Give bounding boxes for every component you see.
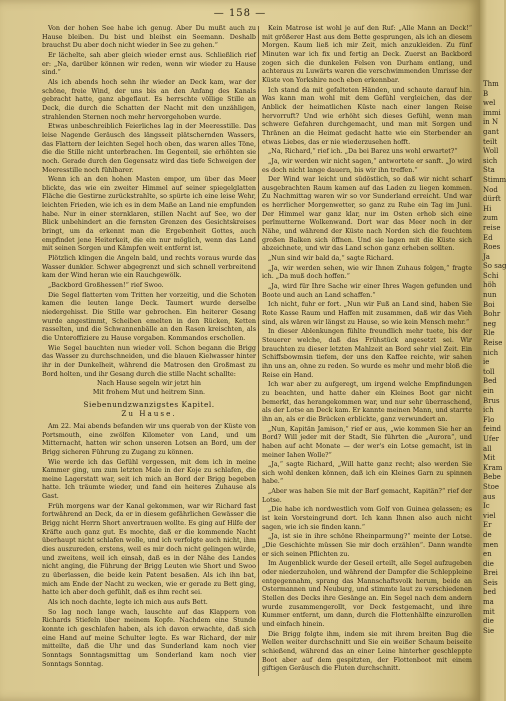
paragraph: Ich stand da mit gefalteten Händen, und schaute darauf hin. Was kann man wohl mit dem Gefühl vergleichen, das der Anblick der heimatlichen Küste nach einer langen Reise hervorruft? Und wie erhöht sich dieses Gefühl, wenn man schwere Gefahren durchgemacht, und man mit Sorgen und Thränen an die Heimat gedacht hatte wie ein Sterbender an etwas Liebes, das er nie wiederzusehen hofft. [262, 85, 472, 146]
fragment-line: Rle [483, 329, 495, 338]
paragraph: Früh morgens war der Kanal gekommen, war wir Richard fast fortwährend an Deck, da er in diesem gefährlichen Gewässer die Brigg nicht Herrn Short anvertrauen wollte. Es ging auf Hilfe der Kräfte auch ganz gut. Es mochte, daß er die kommende Nacht überhaupt nicht schlafen wolle, und ich verfolgte auch nicht, ihm dies auszureden, erstens, weil es mir doch nicht gelingen würde, und zweitens, weil ich einsah, daß es in der Nähe des Landes nicht anging, die Führung der Brigg Leuten wie Short und Swoo zu überlassen, die beide kein Patent besaßen. Als ich ihn bat, mich am Ende der Nacht zu wecken, wie er gerade zu Bett ging, hatte ich aber doch gefühlt, daß es ihm recht sei. [42, 501, 256, 597]
paragraph: Von der hohen See habe ich genug. Aber Du mußt auch zu Hause bleiben. Du bist und bleibst ein Seemann. Deshalb brauchst Du aber doch nicht wieder in See zu gehen.“ [42, 24, 256, 50]
fragment-line: zum [483, 214, 498, 223]
paragraph: In dieser Ablenkungen fühlte freundlich mehr tuete, bis der Steuerer welche, daß das Frühstück angesetzt sei. Wir brauchten zu dieser letzten Mahlzeit an Bord sehr viel Zeit. Ein Schiffsbowmsin tiefem, der uns den Kaffee reichte, wir sahen ihn uns an, ohne zu reden. So wurde es mehr und mehr bloß die Reise ein Hand. [262, 327, 472, 379]
fragment-line: Boi [483, 300, 495, 309]
fragment-line: Reise [483, 339, 503, 348]
left-column [42, 24, 256, 669]
paragraph: Der Wind war leicht und südöstlich, so daß wir nicht scharf ausgebrachten Raum kamen auf das Laden zu liegen kommen. Zu Nachmittag waren wir so vor Sunderland erreicht. Und war es herrlicher Morgenwetter, so ganz zu Ruhe ein Tag im Juni. Der Himmel war ganz klar, nur im Osten erhob sich eine perlmutterne Wolkenwand. Dort war das Meer noch in der Nähe, und während der Küste nach Norden sich die feuchtem großen Balken sich öffnen. Und sie lagen mit die Küste sich abzeichnete, und wir das Land schon ganz erheben sollten. [262, 175, 472, 253]
fragment-line: feind [483, 425, 501, 434]
fragment-line: wel [483, 99, 496, 108]
fragment-line: Seis [483, 578, 498, 587]
fragment-line: ein [483, 387, 494, 395]
paragraph: „Ja,“ sagte Richard, „Will hatte ganz recht; also werden Sie sich wohl denken können, daß ich ein Kleines Garn zu spinnen habe.“ [262, 460, 472, 486]
fragment-line: Bohr [483, 310, 501, 319]
fragment-line: bed [483, 588, 497, 597]
fragment-line: Hi [483, 204, 492, 213]
adjacent-page-edge [480, 0, 504, 701]
chapter-heading: Siebenundzwanzigstes Kapitel. [83, 399, 215, 409]
paragraph: Etwas unbeschreiblich Feierliches lag in der Meeresstille. Das leise Nagende Geräusch des längsseit plätschernden Wassers, das Flattern der leichten Segel hoch oben, das waren alles Töne, die die Stille nicht unterbrachen. Im Gegenteil, sie erhöhten sie noch. Gerade durch den Gegensatz wird das tiefe Schweigen der Meeresstille noch fühlbarer. [42, 122, 256, 174]
paragraph: So lag noch lange wach, lauschte auf das Klappern von Richards Stiefeln über meinem Kopfe. Nachdem eine Stunde konnte ich geschlafen haben, als ich davon erwachte, daß sich eine Hand auf meine Schulter legte. Es war Richard, der mir mitteilte, daß die Uhr und das Sunderland kam noch vier Sonntags Sonntagsmittag um Sonderland kam noch vier Sonntags Sonntag. [42, 607, 256, 668]
fragment-line: de [483, 530, 492, 539]
fragment-line: men [483, 540, 499, 549]
paragraph: Wie Segel bauchten nun wieder voll. Schon begann die Brigg das Wasser zu durchschneiden, und die blauen Kielwasser hinter ihr in der Dunkelheit, während die Matrosen den Großmast zu Bord holten, und ihr Gesang durch die stille Nacht schallte: [42, 343, 256, 378]
fragment-line: Sta [483, 166, 495, 175]
fragment-line: ma [483, 598, 494, 607]
fragment-line: toll [483, 367, 495, 376]
paragraph: Die Brigg folgte ihm, indem sie mit ihrem breiten Bug die Wellen weiter durchschnitt und Sie ein weißer Schaum beiseite schießend, während das an einer Leine hinterher geschleppte Boot aber auf dem gespitzten, der Flottenboot mit einem giftigen Geräusch die Fluten durchschnitt. [262, 629, 472, 673]
paragraph: Kein Matrose ist wohl je auf den Ruf: „Alle Mann an Deck!“ mit größerer Hast aus dem Bette gesprungen, als ich an diesem Morgen. Kaum ließ ich mir Zeit, mich anzukleiden. Zu fünf Minuten war ich fix und fertig an Deck. Zuerst an Backbord zogen sich die dunkelen Felsen von Durham entlang, und achteraus zu Luwärts waren die verschwimmenden Umrisse der Küste von Yorkshire noch eben erkennbar. [262, 24, 472, 84]
paragraph: Ich nicht, fuhr er fort. „Nun wir Fuß an Land sind, haben Sie Rote Kasse Raum und Haffen mit zusammen, daß wir das Vieh sind, als wären wir längst zu Hause, so wie kein Mensch mehr.“ [262, 300, 472, 326]
left-column-text-before-heading [42, 24, 256, 378]
paragraph: „Die habe ich nordwestlich vom Golf von Guinea gelassen; es ist kein Vorsteingrund dort. Ich kann Ihnen also auch nicht sagen, wie ich sie finden kann.“ [262, 505, 472, 531]
paragraph: „Na, Richard,“ rief ich. „Da bei Barez uns wohl erwartet?“ [268, 147, 458, 156]
fragment-line: gant [483, 127, 499, 136]
paragraph: „Nun sind wir bald da,“ sagte Richard. [268, 254, 394, 263]
paragraph: Im Augenblick wurde der Geseil erteilt, alle Segel aufzugeben oder niederzuholen, und während der Dampfer die Schleppleine entgegennahm, sprang das Mannschaftsvolk herum, beide an Ostermannen und Neuburg, und stimmte laut zu verschiedenen Stellen des Decks ihre Gesänge an. Ein Segel nach dem andern wurde zusammengerollt, vor Deck festgemacht, und ihre Kummer entfernt, um dann, durch die Flottenhälfte einzurollen und einfach hinein. [262, 559, 472, 628]
paragraph: Er lächelte, sah aber gleich wieder ernst aus. Schließlich rief er: „Na, darüber können wir reden, wenn wir wieder zu Hause sind.“ [42, 50, 256, 77]
fragment-line: höh [483, 281, 497, 290]
right-column-text [262, 24, 472, 673]
fragment-line: die [483, 617, 494, 626]
verse-line: Mit frohem Mut und heitrem Sinn. [92, 387, 206, 396]
fragment-line: Thm [483, 80, 499, 88]
fragment-line: Bebe [483, 473, 501, 482]
verse-line: Nach Hause segeln wir jetzt hin [96, 379, 202, 388]
paragraph: Die Segel flatterten vom Tritten her vorzeitig, und die Schoten kamen die leuten lange Deck. Taumert wurde derselbe niedergehisst. Die Stille war gebrochen. Ein heiterer Gesang wurde angestimmt, Scheiben emelten in den Rücken, Ketten rasselten, und die Schwannenbälle an den Rasen kreischten, als die Unteroffiziere zu Hause vorgaben. Kommandos erschollen. [42, 290, 256, 342]
fragment-line: So sag [483, 262, 506, 271]
verse [42, 379, 256, 396]
fragment-line: all [483, 444, 492, 453]
fragment-line: ie [483, 358, 490, 367]
fragment-line: ich [483, 406, 494, 415]
paragraph: Plötzlich klingen die Angeln bald, und rechts voraus wurde das Wasser dunkler. Schwer abgegrenzt und sich schnell verbreitend kam der Wind heran wie ein Rauchgewölk. [42, 254, 256, 280]
fragment-line: Ed [483, 233, 493, 242]
fragment-line: Kram [483, 463, 503, 472]
fragment-line: Roes [483, 243, 501, 252]
fragment-line: nich [483, 348, 499, 357]
fragment-line: in N [483, 118, 499, 127]
paragraph: „Aber was haben Sie mit der Barf gemacht, Kapitän?“ rief der Lotse. [262, 487, 472, 504]
fragment-line: nun [483, 291, 497, 300]
fragment-line: Er [483, 521, 492, 530]
paragraph: „Ja, ist sie in ihre schöne Rheinparmung?“ meinte der Lotse. „Die Geschichte müssen Sie mir doch erzählen“. Dann wandte er sich seinen Pflichten zu. [262, 532, 472, 558]
paragraph: „Nun, Kapitän Jamison,“ rief er aus, „wie kommen Sie her an Bord? Will jeder mit der Stadt, Sie führten die „Aurora“, und haben auf acht Monate — der wer's ein Lotse gemacht, ist in meiner Iahen Wolle?“ [262, 424, 472, 459]
fragment-line: Stoe [483, 482, 499, 491]
fragment-line: Sie [483, 626, 495, 635]
fragment-line: Flo [483, 415, 495, 424]
fragment-line: Bed [483, 377, 497, 386]
paragraph: Ich war aber zu aufgeregt, um irgend welche Empfindungen zu beachten, und hatte daher ein Kleines Boot gar nicht bemerkt, das herangekommen war, und nur sehr überraschend, als der Lotse an Deck kam. Er kannte meinen Mann, und starrte ihn an, als er die Brücken erblickte, ganz verwundert an. [262, 380, 472, 423]
fragment-line: immi [483, 108, 501, 117]
fragment-line: dürft [483, 195, 501, 204]
paragraph: „Ja, wird für Ihre Sache wir einer Ihres Wagen gefunden und Boote und auch an Land schaffen.“ [262, 282, 472, 299]
fragment-line: B [483, 89, 489, 98]
fragment-line: Woll [483, 147, 499, 156]
fragment-line: Stimm [483, 175, 506, 184]
fragment-line: mit [483, 607, 495, 616]
paragraph: „Ja, wir werden wir nicht sagen,“ antwortete er sanft. „Jo wird es doch nicht lange dauern, bis wir ihn treffen.“ [262, 156, 472, 174]
left-column-text-after-heading [42, 422, 256, 668]
fragment-line: neg [483, 319, 497, 328]
paragraph: Am 22. Mai abends befanden wir uns querab von der Küste von Portsmouth, eine zwölfen Kilometer von Land, und um Mitternacht, hatten wir schon unseren Lotsen an Bord, um der Brigg sicheren Führung zu Zugang zu können. [42, 421, 256, 456]
fragment-line: Brei [483, 569, 498, 578]
fragment-line: die [483, 559, 494, 568]
paragraph: Als ich abends hoch sehn ihr wieder an Deck kam, war der schöne, freie Wind, der uns bis an den Anfang des Kanals gebracht hatte, ganz abgeflaut. Es herrschte völlige Stille an Deck, die durch die Schatten der Nacht mit den unzähligen, strahlenden Sternen noch mehr hervorgehoben wurde. [42, 77, 256, 121]
chapter-subtitle: Zu Hause. [121, 409, 177, 419]
right-column [262, 24, 472, 674]
fragment-line: viel [483, 511, 496, 520]
fragment-line: teilt [483, 137, 498, 146]
page-number: — 158 — [213, 8, 267, 19]
fragment-line: Ja [483, 252, 490, 261]
column-divider [258, 26, 259, 676]
fragment-line: en [483, 550, 492, 559]
paragraph: Wie werde ich das Gefühl vergessen, mit dem ich in meine Kammer ging, um zum letzten Male in der Koje zu schlafen, die meine Lagerstatt war, seit ich mich an Bord der Brigg begeben hatte. Ich träumte wieder, und fand ein heiteres Zuhause als Gast. [42, 457, 256, 501]
fragment-line: aus [483, 492, 496, 501]
fragment-line: reise [483, 223, 501, 232]
adjacent-page-fragment [480, 0, 504, 636]
paragraph: Wenn ich an den hohen Masten empor, um über das Meer blickte, das wie ein zweiter Himmel auf seiner spiegelglatten Fläche die Gestirne zurückstrahlte, so spürte ich eine leise Wehr, leichten Frieden, wie ich es in dem Maße an Land nie empfunden habe. Nur in einer sternklaren, stillen Nacht auf See, wo der Blick unbehindert an die fernsten Grenzen des Gesichtskreises bringt, um da erkennt man die Ergebenheit Gottes, auch empfindet jene Heiterkeit, die ein nur möglich, wenn das Land mit seinen Sorgen und Kämpfen weit entfernt ist. [42, 175, 256, 253]
paragraph: „Ja, wir werden sehen, wie wir Ihnen Zuhaus folgen,“ fragte ich. „Da muß doch hoffen.“ [262, 263, 472, 281]
fragment-line: Brus [483, 396, 500, 405]
fragment-line: Mit [483, 454, 496, 463]
fragment-line: Nod [483, 185, 498, 194]
fragment-line: Schi [483, 271, 499, 280]
paragraph: „Backbord Großhessen!“ rief Swoo. [48, 281, 164, 290]
fragment-line: Ufer [483, 434, 499, 443]
paragraph: Als ich noch dachte, legte ich mich aus aufs Bett. [48, 598, 208, 606]
fragment-line: Ic [483, 502, 490, 511]
fragment-line: sich [483, 156, 498, 165]
